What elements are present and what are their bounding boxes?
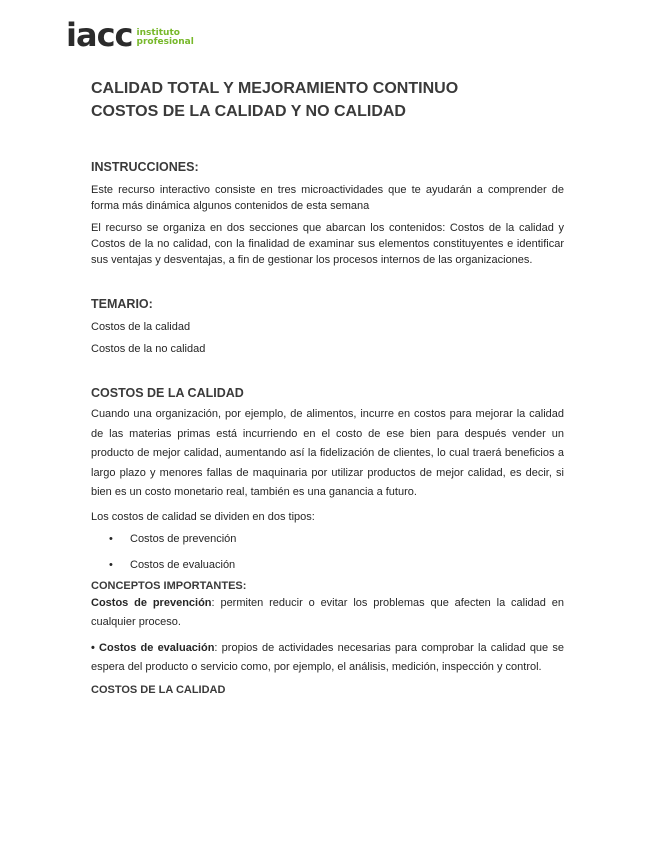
costos-p1: Cuando una organización, por ejemplo, de alimentos, incurre en costos para mejorar la calidad de las materias primas está incurriendo en el costo de ese bien para después vender un producto de mejor calidad, aumentando así la fidelización de clientes, lo cual traerá beneficios a largo plazo y menores fallas de maquinaria por utilizar productos de mejor calidad, es decir, si bien es un costo monetario real, también es una ganancia a futuro. [91,408,564,498]
instrucciones-p1: Este recurso interactivo consiste en tres microactividades que te ayudarán a comprender de forma más dinámica algunos contenidos de esta semana [91,184,564,212]
logo-line-1: instituto [136,28,180,38]
footer-heading: COSTOS DE LA CALIDAD [91,683,226,696]
logo-subtitle [137,29,194,47]
concepto-prevencion-term: Costos de prevención [91,596,212,609]
temario-item-1: Costos de la calidad [91,321,191,333]
document-body [91,77,564,696]
costos-type-evaluacion: • Costos de evaluación [91,557,564,573]
concepto-evaluacion-def: : propios de actividades necesarias para comprobar la calidad que se espera del producto o servicio como, por ejemplo, el análisis, medición, inspección y control. [91,641,564,673]
instrucciones-heading: INSTRUCCIONES: [91,160,199,174]
concepto-evaluacion [91,639,564,678]
concepto-prevencion [91,594,564,633]
costos-p2: Los costos de calidad se dividen en dos tipos: [91,510,315,523]
logo-mark: iacc [66,16,133,54]
iacc-logo [66,16,194,54]
temario-item-2: Costos de la no calidad [91,343,206,355]
concepto-evaluacion-term: • Costos de evaluación [91,641,215,654]
concepto-prevencion-def: : permiten reducir o evitar los problemas que afecten la calidad en cualquier proceso. [91,596,564,628]
doc-title-line-2: COSTOS DE LA CALIDAD Y NO CALIDAD [91,103,406,120]
costos-heading: COSTOS DE LA CALIDAD [91,386,244,400]
doc-title-line-1: CALIDAD TOTAL Y MEJORAMIENTO CONTINUO [91,80,459,97]
logo-line-2: profesional [136,37,194,47]
instrucciones-p2: El recurso se organiza en dos secciones que abarcan los contenidos: Costos de la calidad y Costos de la no calidad, con la finalidad de examinar sus elementos constituyentes e identificar sus ventajas y desventajas, a fin de gestionar los procesos internos de las organizaciones. [91,222,564,266]
temario-heading: TEMARIO: [91,297,153,311]
conceptos-heading: CONCEPTOS IMPORTANTES: [91,579,247,592]
costos-types-list [91,531,564,573]
doc-title [91,77,564,123]
costos-type-prevencion: • Costos de prevención [91,531,564,547]
